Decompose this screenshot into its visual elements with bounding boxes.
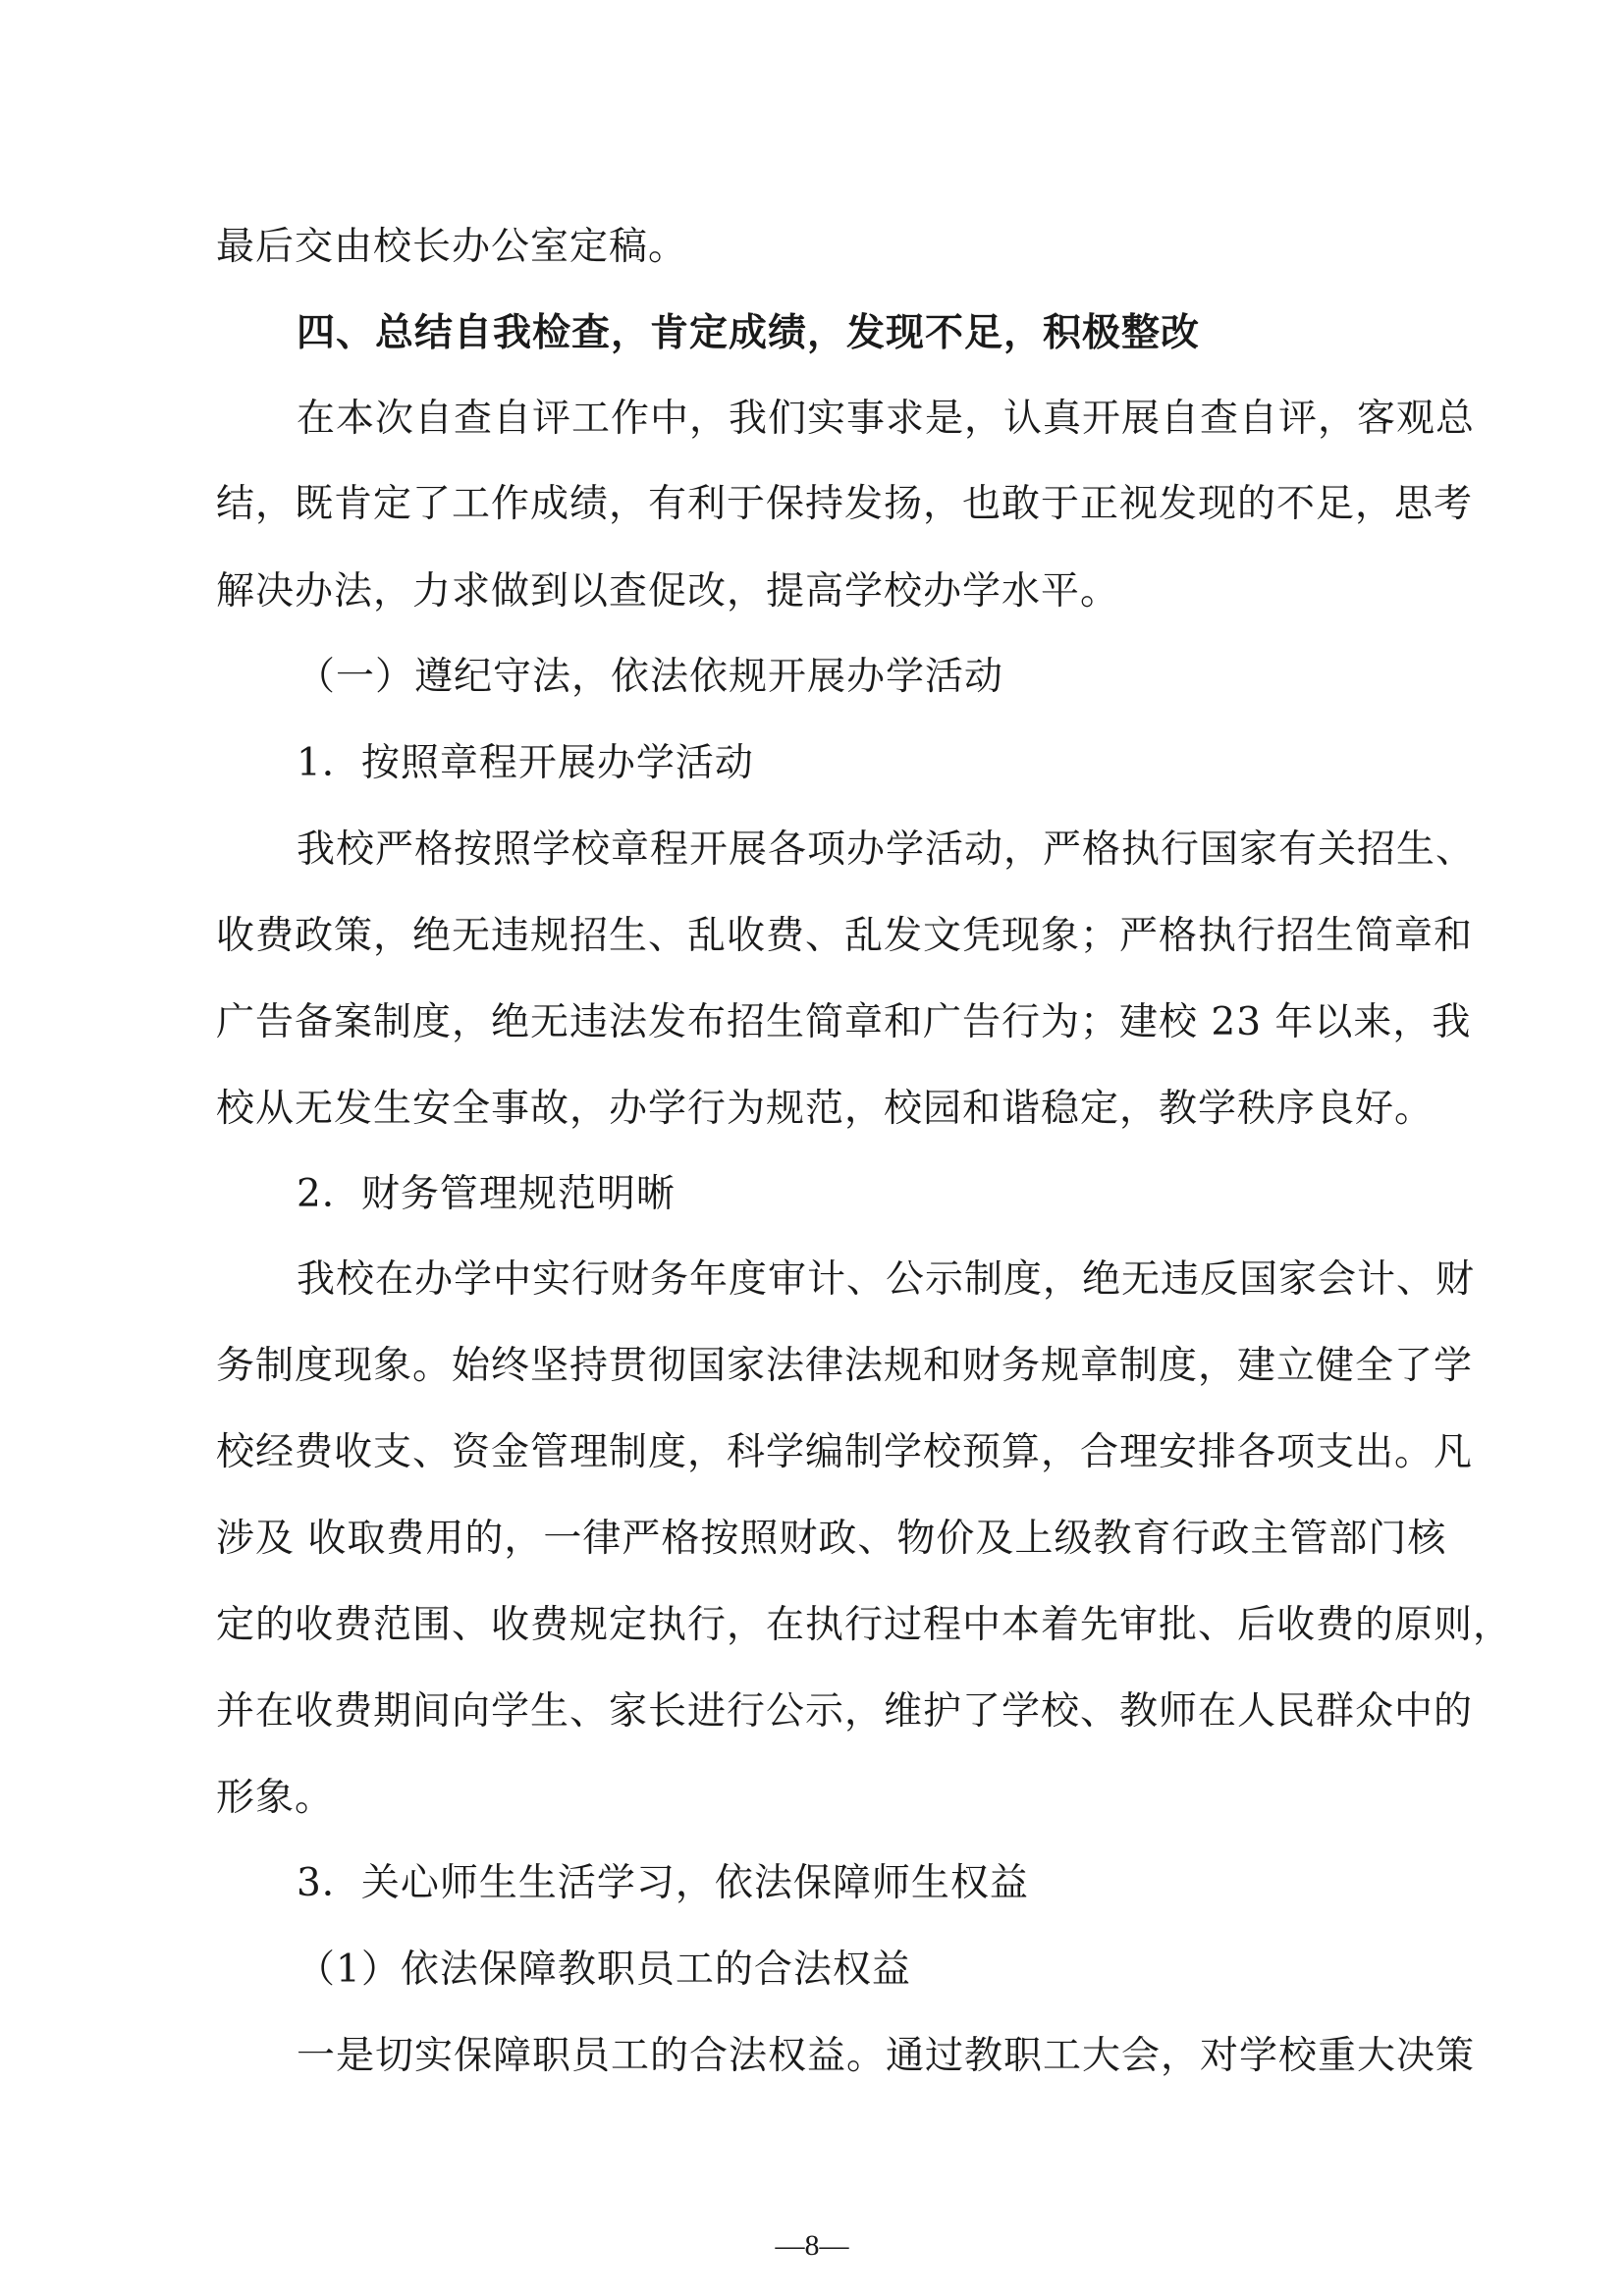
paragraph-line: 校经费收支、资金管理制度，科学编制学校预算，合理安排各项支出。凡 — [216, 1430, 1474, 1474]
paragraph-line: 涉及 收取费用的，一律严格按照财政、物价及上级教育行政主管部门核 — [216, 1517, 1447, 1561]
paragraph-line: 收费政策，绝无违规招生、乱收费、乱发文凭现象；严格执行招生简章和 — [216, 914, 1474, 958]
page-number: —8— — [775, 2229, 849, 2262]
paragraph-line: 一是切实保障职员工的合法权益。通过教职工大会，对学校重大决策 — [297, 2034, 1476, 2078]
subitem-heading: （1）依法保障教职员工的合法权益 — [297, 1948, 911, 1992]
paragraph-line: 解决办法，力求做到以查促改，提高学校办学水平。 — [216, 569, 1120, 614]
paragraph-line: 校从无发生安全事故，办学行为规范，校园和谐稳定，教学秩序良好。 — [216, 1087, 1435, 1131]
paragraph-line: 结，既肯定了工作成绩，有利于保持发扬，也敢于正视发现的不足，思考 — [216, 482, 1474, 526]
section-heading: 四、总结自我检查，肯定成绩，发现不足，积极整改 — [297, 311, 1201, 355]
paragraph-line: 务制度现象。始终坚持贯彻国家法律法规和财务规章制度，建立健全了学 — [216, 1344, 1474, 1388]
item-heading: 2．财务管理规范明晰 — [297, 1172, 676, 1216]
paragraph-line: 广告备案制度，绝无违法发布招生简章和广告行为；建校 23 年以来，我 — [216, 1000, 1472, 1044]
paragraph-line: 最后交由校长办公室定稿。 — [216, 225, 688, 269]
paragraph-line: 在本次自查自评工作中，我们实事求是，认真开展自查自评，客观总 — [297, 397, 1476, 441]
item-heading: 3．关心师生生活学习，依法保障师生权益 — [297, 1861, 1029, 1905]
paragraph-line: 形象。 — [216, 1776, 335, 1820]
item-heading: 1．按照章程开展办学活动 — [297, 741, 754, 785]
paragraph-line: 定的收费范围、收费规定执行，在执行过程中本着先审批、后收费的原则， — [216, 1603, 1513, 1647]
subsection-heading: （一）遵纪守法，依法依规开展办学活动 — [297, 655, 1004, 699]
paragraph-line: 并在收费期间向学生、家长进行公示，维护了学校、教师在人民群众中的 — [216, 1689, 1474, 1734]
paragraph-line: 我校在办学中实行财务年度审计、公示制度，绝无违反国家会计、财 — [297, 1257, 1476, 1302]
paragraph-line: 我校严格按照学校章程开展各项办学活动，严格执行国家有关招生、 — [297, 828, 1476, 872]
